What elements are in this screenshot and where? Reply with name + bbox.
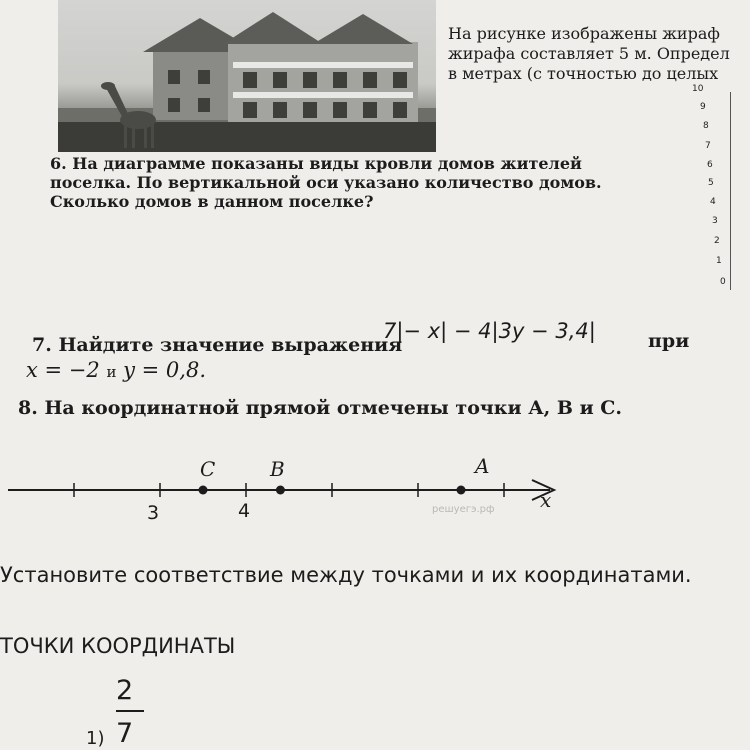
problem-8-intro: 8. На координатной прямой отмечены точки А, В и С. [18,397,623,419]
problem-7-expression: 7|− x| − 4|3y − 3,4| [383,319,596,343]
point-label-b: B [270,457,285,481]
matching-instruction: Установите соответствие между точками и их координатами. [0,563,692,587]
axis-tick-label: 3 [712,216,718,226]
partial-chart-axis [690,84,750,294]
option-1-numerator: 2 [116,675,134,706]
problem-6-line-1: 6. На диаграмме показаны виды кровли домов жителей [50,154,582,173]
problem-5-line-2: жирафа составляет 5 м. Определ [448,44,730,63]
point-a [457,486,466,495]
and-word: и [106,363,117,381]
axis-tick-label: 0 [720,277,726,287]
axis-tick-label: 10 [692,84,704,94]
problem-5-line-1: На рисунке изображены жираф [448,24,720,43]
problem-6-line-2: поселка. По вертикальной оси указано количество домов. [50,173,602,192]
watermark: решуегэ.рф [432,504,495,515]
x-value: x = −2 [26,358,100,382]
option-1-denominator: 7 [116,718,134,749]
problem-6-line-3: Сколько домов в данном поселке? [50,192,374,211]
axis-tick-label: 9 [700,102,706,112]
fraction-bar [116,710,144,712]
problem-7-values [26,358,206,382]
axis-label-x: x [540,488,552,512]
problem-5-line-3: в метрах (с точностью до целых [448,64,719,83]
problem-6 [50,154,602,211]
axis-tick-label: 6 [707,160,713,170]
axis-tick-label: 4 [710,197,716,207]
point-b [276,486,285,495]
axis-tick-label: 1 [716,256,722,266]
photo-illustration [58,0,436,152]
problem-5-text [448,24,730,84]
point-c [199,486,208,495]
point-label-c: C [200,457,216,481]
axis-tick-label: 2 [714,236,720,246]
axis-tick-label: 8 [703,121,709,131]
problem-7-intro: 7. Найдите значение выражения [32,334,403,356]
axis-tick-label: 5 [708,178,714,188]
axis-tick-label: 7 [705,141,711,151]
number-line [0,450,600,530]
point-label-a: A [475,454,490,478]
matching-header: ТОЧКИ КООРДИНАТЫ [0,634,236,658]
chart-vertical-axis [730,92,731,290]
tick-label-3: 3 [147,502,160,524]
tick-label-4: 4 [238,500,251,522]
y-value: y = 0,8. [123,358,207,382]
option-1-number: 1) [86,728,105,749]
problem-7-pri: при [648,330,690,352]
giraffe-building-photo [58,0,436,152]
